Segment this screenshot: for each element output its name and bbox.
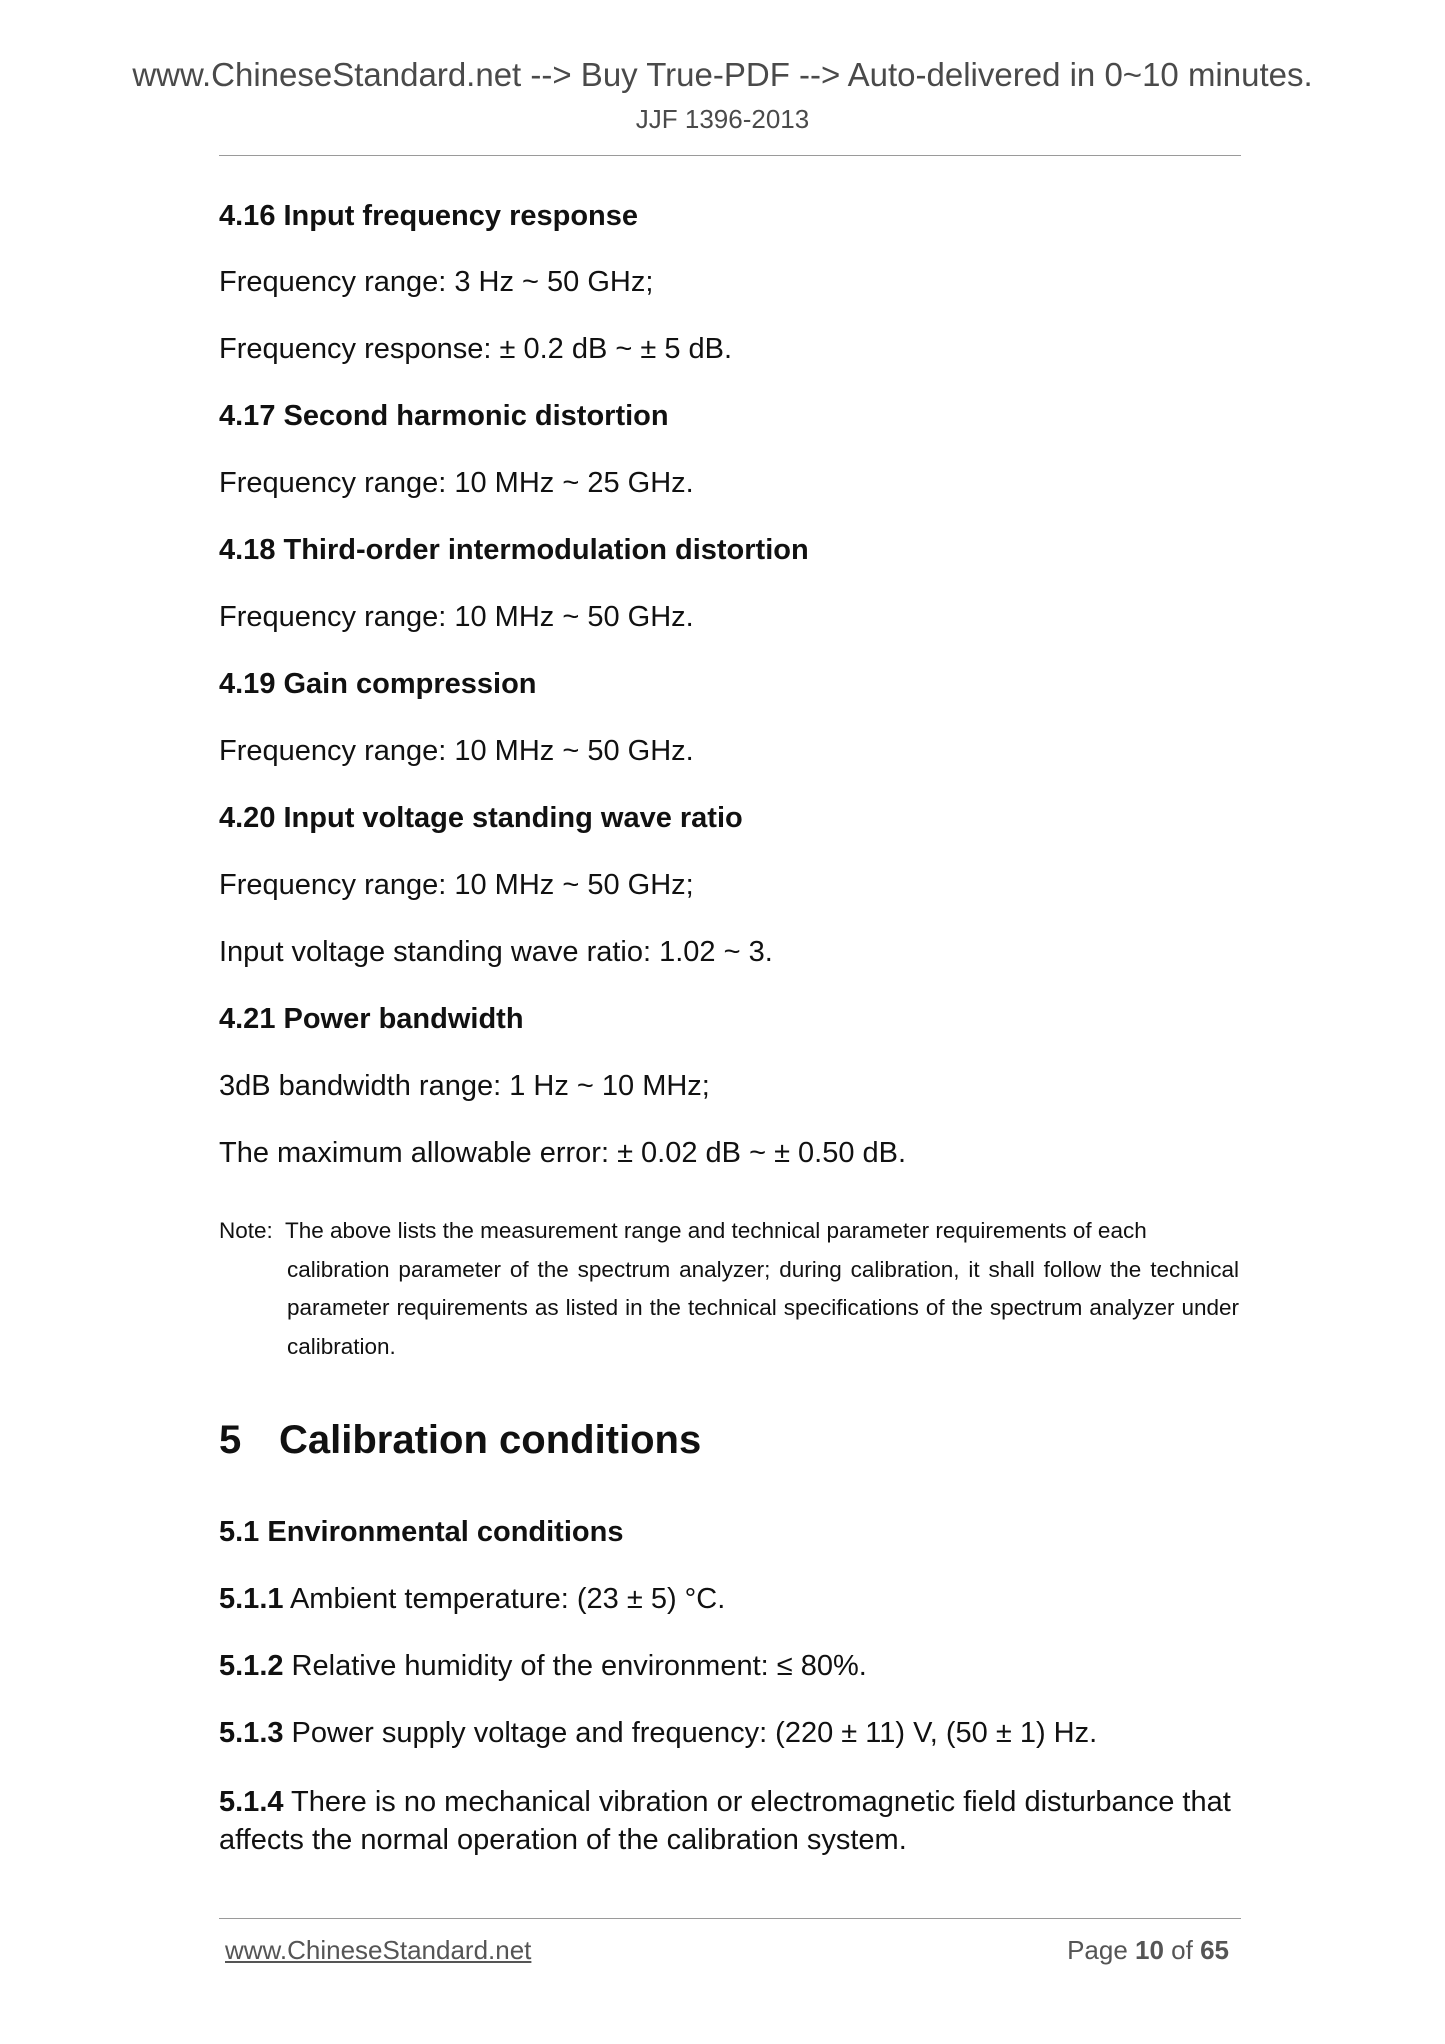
item-5-1-2 xyxy=(219,1650,867,1683)
chapter-title xyxy=(219,1418,701,1463)
line-4-20-range: Frequency range: 10 MHz ~ 50 GHz; xyxy=(219,869,694,901)
line-4-16-range: Frequency range: 3 Hz ~ 50 GHz; xyxy=(219,266,654,298)
heading-4-18: 4.18 Third-order intermodulation distortion xyxy=(219,534,809,566)
line-4-19-range: Frequency range: 10 MHz ~ 50 GHz. xyxy=(219,735,694,767)
heading-5-1: 5.1 Environmental conditions xyxy=(219,1516,624,1548)
item-number: 5.1.2 xyxy=(219,1650,284,1682)
item-text: Relative humidity of the environment: ≤ 80%. xyxy=(283,1650,867,1682)
page-of: of xyxy=(1163,1935,1201,1965)
line-4-21-bandwidth: 3dB bandwidth range: 1 Hz ~ 10 MHz; xyxy=(219,1070,710,1102)
item-5-1-1 xyxy=(219,1583,725,1616)
item-5-1-3 xyxy=(219,1717,1097,1750)
heading-4-19: 4.19 Gain compression xyxy=(219,668,537,700)
page-total: 65 xyxy=(1200,1935,1229,1965)
line-4-21-error: The maximum allowable error: ± 0.02 dB ~ ± 0.50 dB. xyxy=(219,1137,907,1169)
note-first-line: The above lists the measurement range and technical parameter requirements of each xyxy=(285,1218,1147,1243)
line-4-17-range: Frequency range: 10 MHz ~ 25 GHz. xyxy=(219,467,694,499)
note-block xyxy=(219,1212,1239,1366)
footer-divider xyxy=(219,1918,1241,1919)
heading-4-17: 4.17 Second harmonic distortion xyxy=(219,400,669,432)
chapter-title-text: Calibration conditions xyxy=(279,1418,702,1462)
header-divider xyxy=(219,155,1241,156)
heading-4-16: 4.16 Input frequency response xyxy=(219,200,639,232)
item-5-1-4 xyxy=(219,1783,1239,1859)
item-number: 5.1.1 xyxy=(219,1583,284,1615)
line-4-18-range: Frequency range: 10 MHz ~ 50 GHz. xyxy=(219,601,694,633)
item-number: 5.1.4 xyxy=(219,1786,284,1818)
page-current: 10 xyxy=(1135,1935,1164,1965)
page-prefix: Page xyxy=(1067,1935,1136,1965)
header-banner: www.ChineseStandard.net --> Buy True-PDF --> Auto-delivered in 0~10 minutes. xyxy=(132,56,1313,93)
note-label: Note: xyxy=(219,1218,273,1243)
line-4-16-response: Frequency response: ± 0.2 dB ~ ± 5 dB. xyxy=(219,333,733,365)
page-number xyxy=(1067,1935,1229,1966)
heading-4-21: 4.21 Power bandwidth xyxy=(219,1003,524,1035)
chapter-number: 5 xyxy=(219,1418,242,1462)
item-text: Ambient temperature: (23 ± 5) °C. xyxy=(283,1583,726,1615)
heading-4-20: 4.20 Input voltage standing wave ratio xyxy=(219,802,743,834)
line-4-20-vswr: Input voltage standing wave ratio: 1.02 ~ 3. xyxy=(219,936,773,968)
footer-site-link[interactable]: www.ChineseStandard.net xyxy=(225,1935,532,1965)
item-number: 5.1.3 xyxy=(219,1717,284,1749)
standard-code: JJF 1396-2013 xyxy=(635,104,810,134)
item-text: There is no mechanical vibration or electromagnetic field disturbance that affects the normal operation of the calibration system. xyxy=(219,1786,1231,1856)
note-continuation: calibration parameter of the spectrum analyzer; during calibration, it shall follow the technical parameter requirements as listed in the technical specifications of the spectrum analyzer under calibration. xyxy=(287,1256,1239,1359)
item-text: Power supply voltage and frequency: (220 ± 11) V, (50 ± 1) Hz. xyxy=(283,1717,1098,1749)
